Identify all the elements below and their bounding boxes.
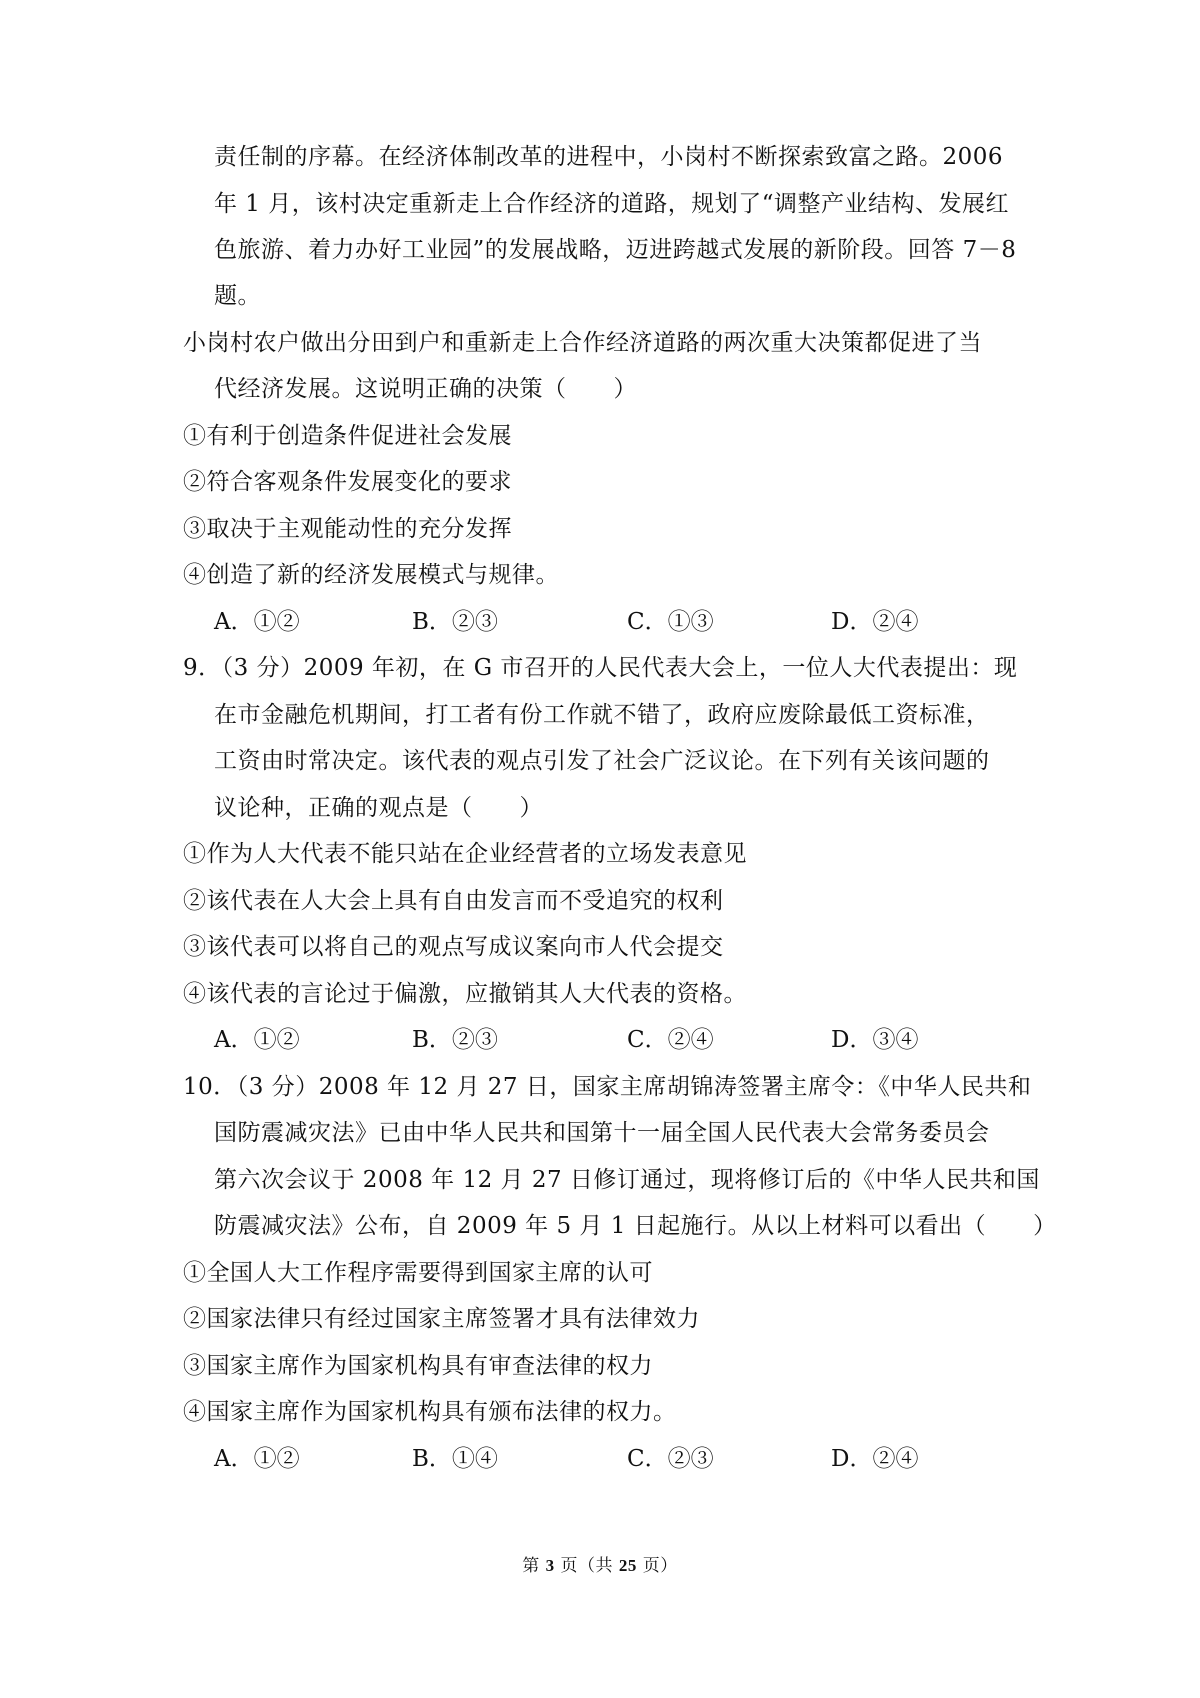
- option-b: B．②③: [412, 609, 498, 635]
- q9-item: ③该代表可以将自己的观点写成议案向市人代会提交: [183, 934, 724, 960]
- option-d: D．②④: [831, 609, 919, 635]
- q9-stem-line: 工资由时常决定。该代表的观点引发了社会广泛议论。在下列有关该问题的: [214, 748, 990, 774]
- q10-item: ②国家法律只有经过国家主席签署才具有法律效力: [183, 1306, 700, 1332]
- option-a: A．①②: [214, 1446, 300, 1472]
- q8-item: ①有利于创造条件促进社会发展: [183, 423, 512, 449]
- footer-prefix: 第: [522, 1556, 546, 1576]
- q10-stem-line: 防震减灾法》公布，自 2009 年 5 月 1 日起施行。从以上材料可以看出（ ）: [214, 1213, 1057, 1239]
- passage-line: 责任制的序幕。在经济体制改革的进程中，小岗村不断探索致富之路。2006: [214, 144, 1004, 170]
- option-d: D．③④: [831, 1027, 919, 1053]
- q8-item: ③取决于主观能动性的充分发挥: [183, 516, 512, 542]
- passage-line: 年 1 月，该村决定重新走上合作经济的道路，规划了“调整产业结构、发展红: [214, 191, 1010, 217]
- q8-options: [214, 607, 974, 637]
- q8-stem-line: 小岗村农户做出分田到户和重新走上合作经济道路的两次重大决策都促进了当: [183, 330, 982, 356]
- option-c: C．②③: [627, 1446, 714, 1472]
- q8-item: ②符合客观条件发展变化的要求: [183, 469, 512, 495]
- passage-line: 色旅游、着力办好工业园”的发展战略，迈进跨越式发展的新阶段。回答 7－8: [214, 237, 1017, 263]
- q8-item: ④创造了新的经济发展模式与规律。: [183, 562, 559, 588]
- q9-stem-line: 9．（3 分）2009 年初，在 G 市召开的人民代表大会上，一位人大代表提出：现: [183, 655, 1018, 681]
- footer-middle: 页（共: [554, 1556, 619, 1576]
- option-a: A．①②: [214, 609, 300, 635]
- q9-options: [214, 1025, 974, 1055]
- footer-suffix: 页）: [636, 1556, 678, 1576]
- q10-stem-line: 10．（3 分）2008 年 12 月 27 日，国家主席胡锦涛签署主席令：《中华人民共和: [183, 1074, 1032, 1100]
- q9-stem-line: 议论种，正确的观点是（ ）: [214, 795, 543, 821]
- q10-item: ④国家主席作为国家机构具有颁布法律的权力。: [183, 1399, 677, 1425]
- page-footer: [0, 1555, 1200, 1577]
- q10-options: [214, 1444, 974, 1474]
- option-b: B．②③: [412, 1027, 498, 1053]
- option-c: C．②④: [627, 1027, 714, 1053]
- footer-total-pages: 25: [618, 1556, 637, 1575]
- q8-stem-line: 代经济发展。这说明正确的决策（ ）: [214, 376, 637, 402]
- option-a: A．①②: [214, 1027, 300, 1053]
- passage-line: 题。: [214, 283, 261, 309]
- footer-page-number: 3: [545, 1556, 555, 1575]
- q10-item: ①全国人大工作程序需要得到国家主席的认可: [183, 1260, 653, 1286]
- option-d: D．②④: [831, 1446, 919, 1472]
- option-c: C．①③: [627, 609, 714, 635]
- q9-stem-line: 在市金融危机期间，打工者有份工作就不错了，政府应废除最低工资标准，: [214, 702, 990, 728]
- q10-stem-line: 国防震减灾法》已由中华人民共和国第十一届全国人民代表大会常务委员会: [214, 1120, 990, 1146]
- option-b: B．①④: [412, 1446, 498, 1472]
- q10-item: ③国家主席作为国家机构具有审查法律的权力: [183, 1353, 653, 1379]
- q9-item: ④该代表的言论过于偏激，应撤销其人大代表的资格。: [183, 981, 747, 1007]
- q9-item: ②该代表在人大会上具有自由发言而不受追究的权利: [183, 888, 724, 914]
- q9-item: ①作为人大代表不能只站在企业经营者的立场发表意见: [183, 841, 747, 867]
- q10-stem-line: 第六次会议于 2008 年 12 月 27 日修订通过，现将修订后的《中华人民共和国: [214, 1167, 1040, 1193]
